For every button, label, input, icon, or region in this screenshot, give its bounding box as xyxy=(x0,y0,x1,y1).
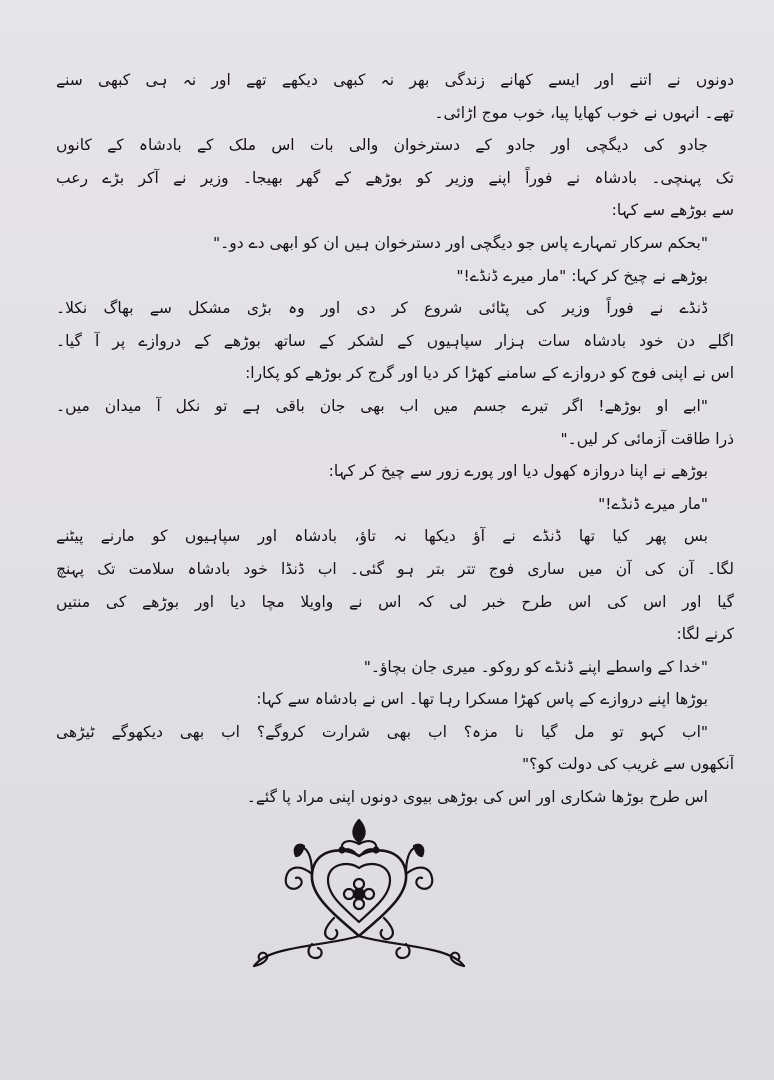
text-line-13: بوڑھے نے اپنا دروازہ کھول دیا اور پورے زور سے چیخ کر کہا: xyxy=(328,462,708,481)
text-line-12: ذرا طاقت آزمائی کر لیں۔" xyxy=(560,429,734,448)
text-line-23: اس طرح بوڑھا شکاری اور اس کی بوڑھی بیوی دونوں اپنی مراد پا گئے۔ xyxy=(246,788,708,807)
text-line-4: تک پہنچی۔ بادشاہ نے فوراً اپنے وزیر کو بوڑھے کے گھر بھیجا۔ وزیر نے آکر بڑے رعب xyxy=(56,168,734,187)
text-line-8: ڈنڈے نے فوراً وزیر کی پٹائی شروع کر دی اور وہ بڑی مشکل سے بھاگ نکلا۔ xyxy=(56,299,708,318)
text-line-18: کرنے لگا: xyxy=(676,625,734,644)
text-line-2: تھے۔ انہوں نے خوب کھایا پیا، خوب موج اڑائی۔ xyxy=(434,103,734,122)
text-line-3: جادو کی دیگچی اور جادو کے دسترخوان والی بات اس ملک کے بادشاہ کے کانوں xyxy=(56,136,708,155)
text-line-19: "خدا کے واسطے اپنے ڈنڈے کو روکو۔ میری جان بچاؤ۔" xyxy=(363,657,708,676)
text-line-7: بوڑھے نے چیخ کر کہا: "مار میرے ڈنڈے!" xyxy=(456,266,708,285)
text-line-22: آنکھوں سے غریب کی دولت کو؟" xyxy=(522,755,734,774)
text-line-21: "اب کہو تو مل گیا نا مزہ؟ اب بھی شرارت کروگے؟ اب بھی دیکھوگے ٹیڑھی xyxy=(56,722,708,741)
text-line-20: بوڑھا اپنے دروازے کے پاس کھڑا مسکرا رہا تھا۔ اس نے بادشاہ سے کہا: xyxy=(256,690,708,709)
text-line-9: اگلے دن خود بادشاہ سات ہزار سپاہیوں کے لشکر کے ساتھ بوڑھے کے دروازے پر آ گیا۔ xyxy=(56,331,734,350)
text-line-5: سے بوڑھے سے کہا: xyxy=(611,201,734,220)
text-line-14: "مار میرے ڈنڈے!" xyxy=(598,494,708,513)
text-line-1: دونوں نے اتنے اور ایسے کھانے زندگی بھر نہ کبھی دیکھے تھے اور نہ ہی کبھی سنے xyxy=(56,71,734,89)
floral-ornament-icon xyxy=(252,818,466,968)
text-line-6: "بحکم سرکار تمہارے پاس جو دیگچی اور دسترخوان ہیں ان کو ابھی دے دو۔" xyxy=(213,233,708,252)
text-line-17: گیا اور اس کی اس طرح خبر لی کہ اس نے واویلا مچا دیا اور بوڑھے کی منتیں xyxy=(56,592,734,611)
text-line-15: بس پھر کیا تھا ڈنڈے نے آؤ دیکھا نہ تاؤ، بادشاہ اور سپاہیوں کو مارنے پیٹنے xyxy=(56,527,708,546)
urdu-text-body xyxy=(56,64,734,814)
text-line-10: اس نے اپنی فوج کو دروازے کے سامنے کھڑا کر دیا اور گرج کر بوڑھے کو پکارا: xyxy=(245,364,734,383)
text-line-11: "ابے او بوڑھے! اگر تیرے جسم میں اب بھی جان باقی ہے تو نکل آ میدان میں۔ xyxy=(56,396,708,415)
text-line-16: لگا۔ آن کی آن میں ساری فوج تتر بتر ہو گئی۔ اب ڈنڈا خود بادشاہ سلامت تک پہنچ xyxy=(56,559,734,578)
